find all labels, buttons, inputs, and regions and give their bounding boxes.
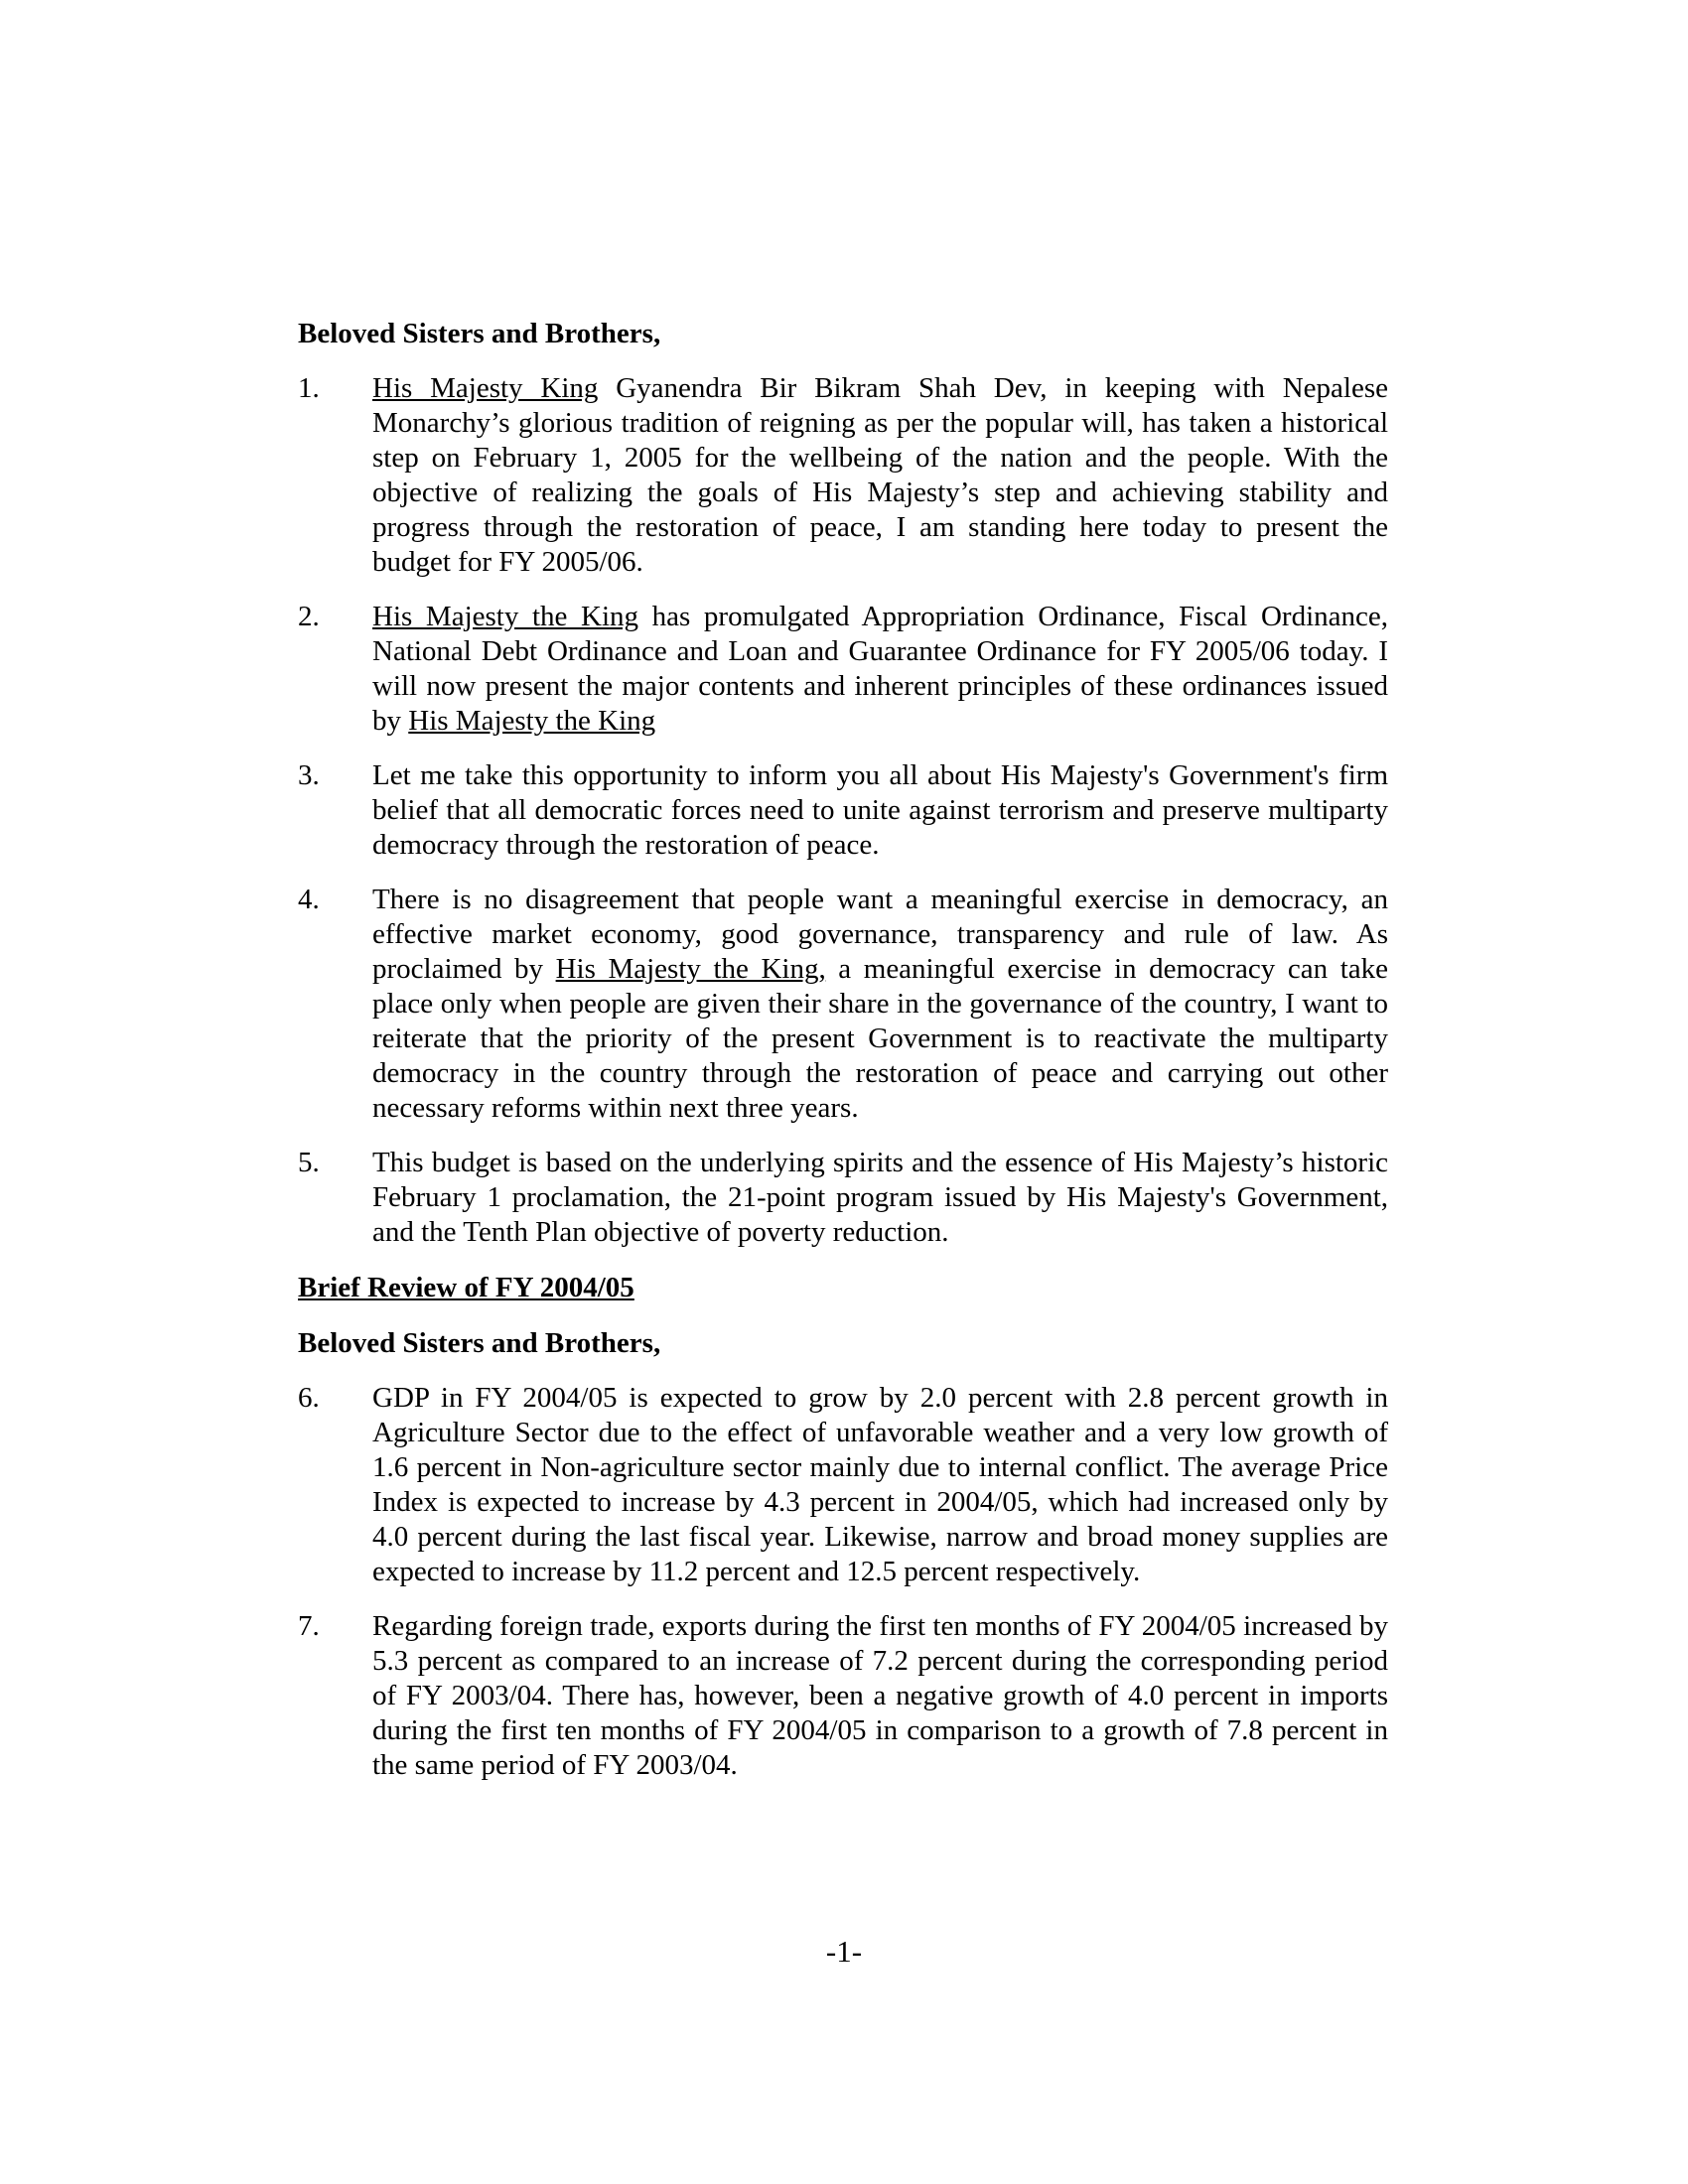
paragraph-number: 7. bbox=[298, 1610, 320, 1642]
paragraph-text: This budget is based on the underlying spirits and the essence of His Majesty’s historic February 1 proclamation, the 21-point program issued by His Majesty's Government, and the Tenth Plan objective of poverty reduction. bbox=[372, 1147, 1388, 1248]
paragraph-6 bbox=[298, 1381, 1388, 1589]
underlined-phrase: His Majesty the King bbox=[408, 705, 656, 737]
paragraph-text: Regarding foreign trade, exports during the first ten months of FY 2004/05 increased by 5.3 percent as compared to an increase of 7.2 percent during the corresponding period of FY 2003/04. There has, however, been a negative growth of 4.0 percent in imports during the first ten months of FY 2004/05 in comparison to a growth of 7.8 percent in the same period of FY 2003/04. bbox=[372, 1610, 1388, 1781]
section-heading: Brief Review of FY 2004/05 bbox=[298, 1272, 634, 1303]
salutation-heading: Beloved Sisters and Brothers, bbox=[298, 318, 661, 349]
paragraph-number: 4. bbox=[298, 884, 320, 915]
document-page bbox=[298, 316, 1388, 1803]
paragraph-text: Gyanendra Bir Bikram Shah Dev, in keeping with Nepalese Monarchy’s glorious tradition of reigning as per the popular will, has taken a historical step on February 1, 2005 for the wellbeing of the nation and the people. With the objective of realizing the goals of His Majesty’s step and achieving stability and progress through the restoration of peace, I am standing here today to present the budget for FY 2005/06. bbox=[372, 372, 1388, 578]
underlined-phrase: His Majesty King bbox=[372, 372, 599, 404]
paragraph-3 bbox=[298, 758, 1388, 863]
paragraph-2 bbox=[298, 600, 1388, 739]
page-number: -1- bbox=[825, 1934, 863, 1969]
paragraph-number: 5. bbox=[298, 1147, 320, 1178]
paragraph-text: GDP in FY 2004/05 is expected to grow by 2.0 percent with 2.8 percent growth in Agriculture Sector due to the effect of unfavorable weather and a very low growth of 1.6 percent in Non-agriculture sector mainly due to internal conflict. The average Price Index is expected to increase by 4.3 percent in 2004/05, which had increased only by 4.0 percent during the last fiscal year. Likewise, narrow and broad money supplies are expected to increase by 11.2 percent and 12.5 percent respectively. bbox=[372, 1382, 1388, 1587]
paragraph-4 bbox=[298, 883, 1388, 1126]
paragraph-number: 1. bbox=[298, 372, 320, 404]
paragraph-number: 2. bbox=[298, 601, 320, 632]
underlined-phrase: His Majesty the King bbox=[372, 601, 639, 632]
underlined-phrase: His Majesty the King, bbox=[555, 953, 826, 985]
paragraph-number: 3. bbox=[298, 759, 320, 791]
paragraph-7 bbox=[298, 1609, 1388, 1783]
salutation-heading: Beloved Sisters and Brothers, bbox=[298, 1327, 661, 1359]
paragraph-number: 6. bbox=[298, 1382, 320, 1414]
paragraph-1 bbox=[298, 371, 1388, 580]
paragraph-text: There is no disagreement that people want a meaningful exercise in democracy, an effective market economy, good governance, transparency and rule of law. As proclaimed by bbox=[372, 884, 1388, 985]
paragraph-5 bbox=[298, 1146, 1388, 1250]
paragraph-text: has promulgated Appropriation Ordinance, Fiscal Ordinance, National Debt Ordinance and Loan and Guarantee Ordinance for FY 2005/06 today. I will now present the major contents and inherent principles of these ordinances issued by bbox=[372, 601, 1388, 737]
paragraph-text: a meaningful exercise in democracy can take place only when people are given their share in the governance of the country, I want to reiterate that the priority of the present Government is to reactivate the multiparty democracy in the country through the restoration of peace and carrying out other necessary reforms within next three years. bbox=[372, 953, 1388, 1124]
paragraph-text: Let me take this opportunity to inform you all about His Majesty's Government's firm belief that all democratic forces need to unite against terrorism and preserve multiparty democracy through the restoration of peace. bbox=[372, 759, 1388, 861]
